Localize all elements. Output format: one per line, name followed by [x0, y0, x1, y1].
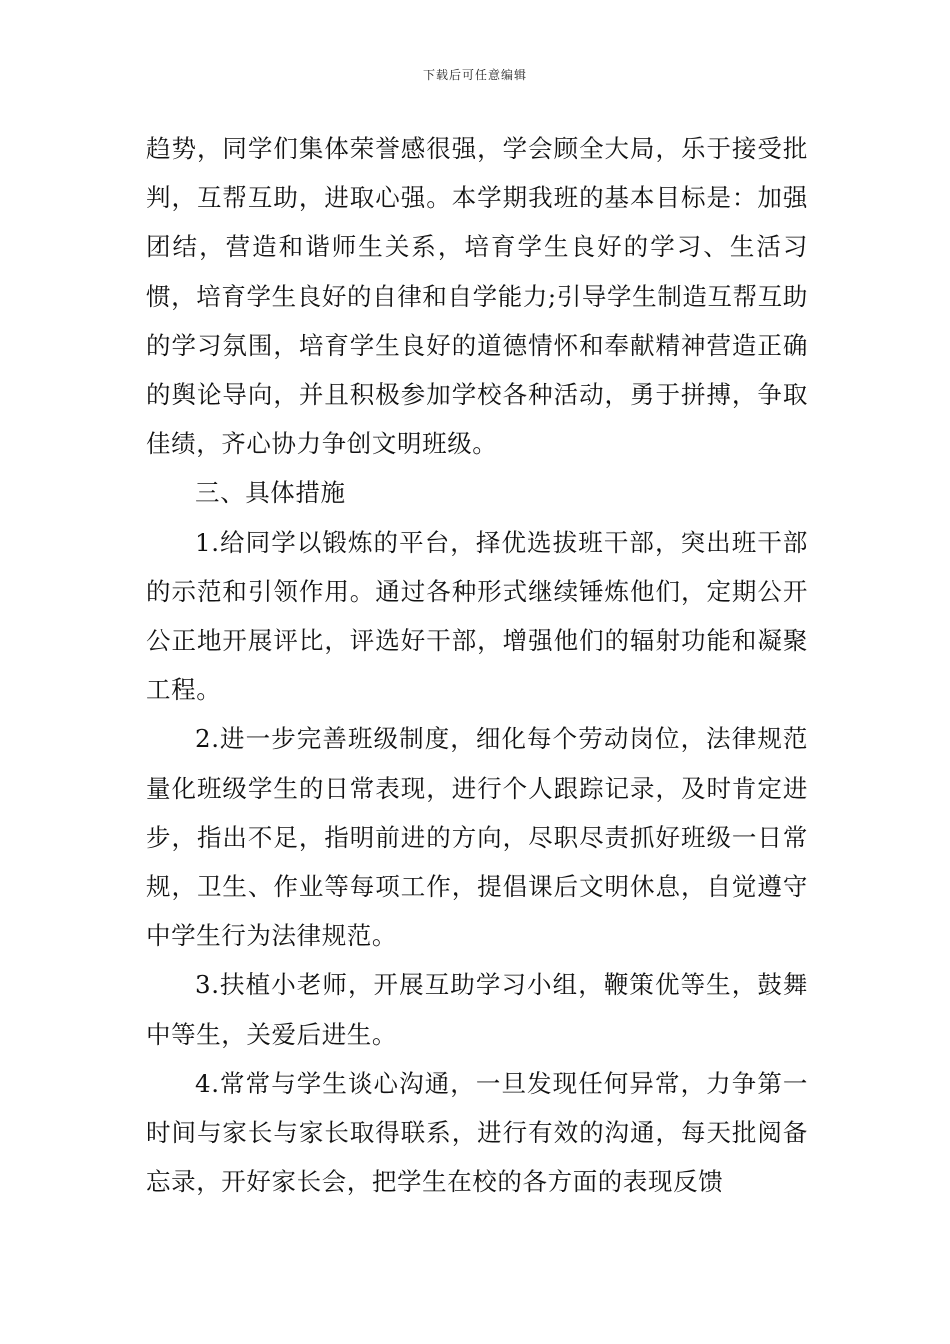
- paragraph-measure-2: 2.进一步完善班级制度，细化每个劳动岗位，法律规范量化班级学生的日常表现，进行个人跟踪记录，及时肯定进步，指出不足，指明前进的方向，尽职尽责抓好班级一日常规，卫生、作业等每项工作，提倡课后文明休息，自觉遵守中学生行为法律规范。: [146, 724, 808, 951]
- page-header: 下载后可任意编辑: [422, 68, 527, 82]
- paragraph-measure-3: 3.扶植小老师，开展互助学习小组，鞭策优等生，鼓舞中等生，关爱后进生。: [146, 970, 808, 1049]
- document-body: [146, 124, 808, 1206]
- paragraph-measure-4: 4.常常与学生谈心沟通，一旦发现任何异常，力争第一时间与家长与家长取得联系，进行有效的沟通，每天批阅备忘录，开好家长会，把学生在校的各方面的表现反馈: [146, 1068, 808, 1197]
- paragraph-measure-1: 1.给同学以锻炼的平台，择优选拔班干部，突出班干部的示范和引领作用。通过各种形式继续锤炼他们，定期公开公正地开展评比，评选好干部，增强他们的辐射功能和凝聚工程。: [146, 527, 808, 705]
- section-heading-measures: 三、具体措施: [195, 478, 346, 508]
- paragraph-goals: 趋势，同学们集体荣誉感很强，学会顾全大局，乐于接受批判，互帮互助，进取心强。本学期我班的基本目标是：加强团结，营造和谐师生关系，培育学生良好的学习、生活习惯，培育学生良好的自律和自学能力;引导学生制造互帮互助的学习氛围，培育学生良好的道德情怀和奉献精神营造正确的舆论导向，并且积极参加学校各种活动，勇于拼搏，争取佳绩，齐心协力争创文明班级。: [146, 134, 808, 459]
